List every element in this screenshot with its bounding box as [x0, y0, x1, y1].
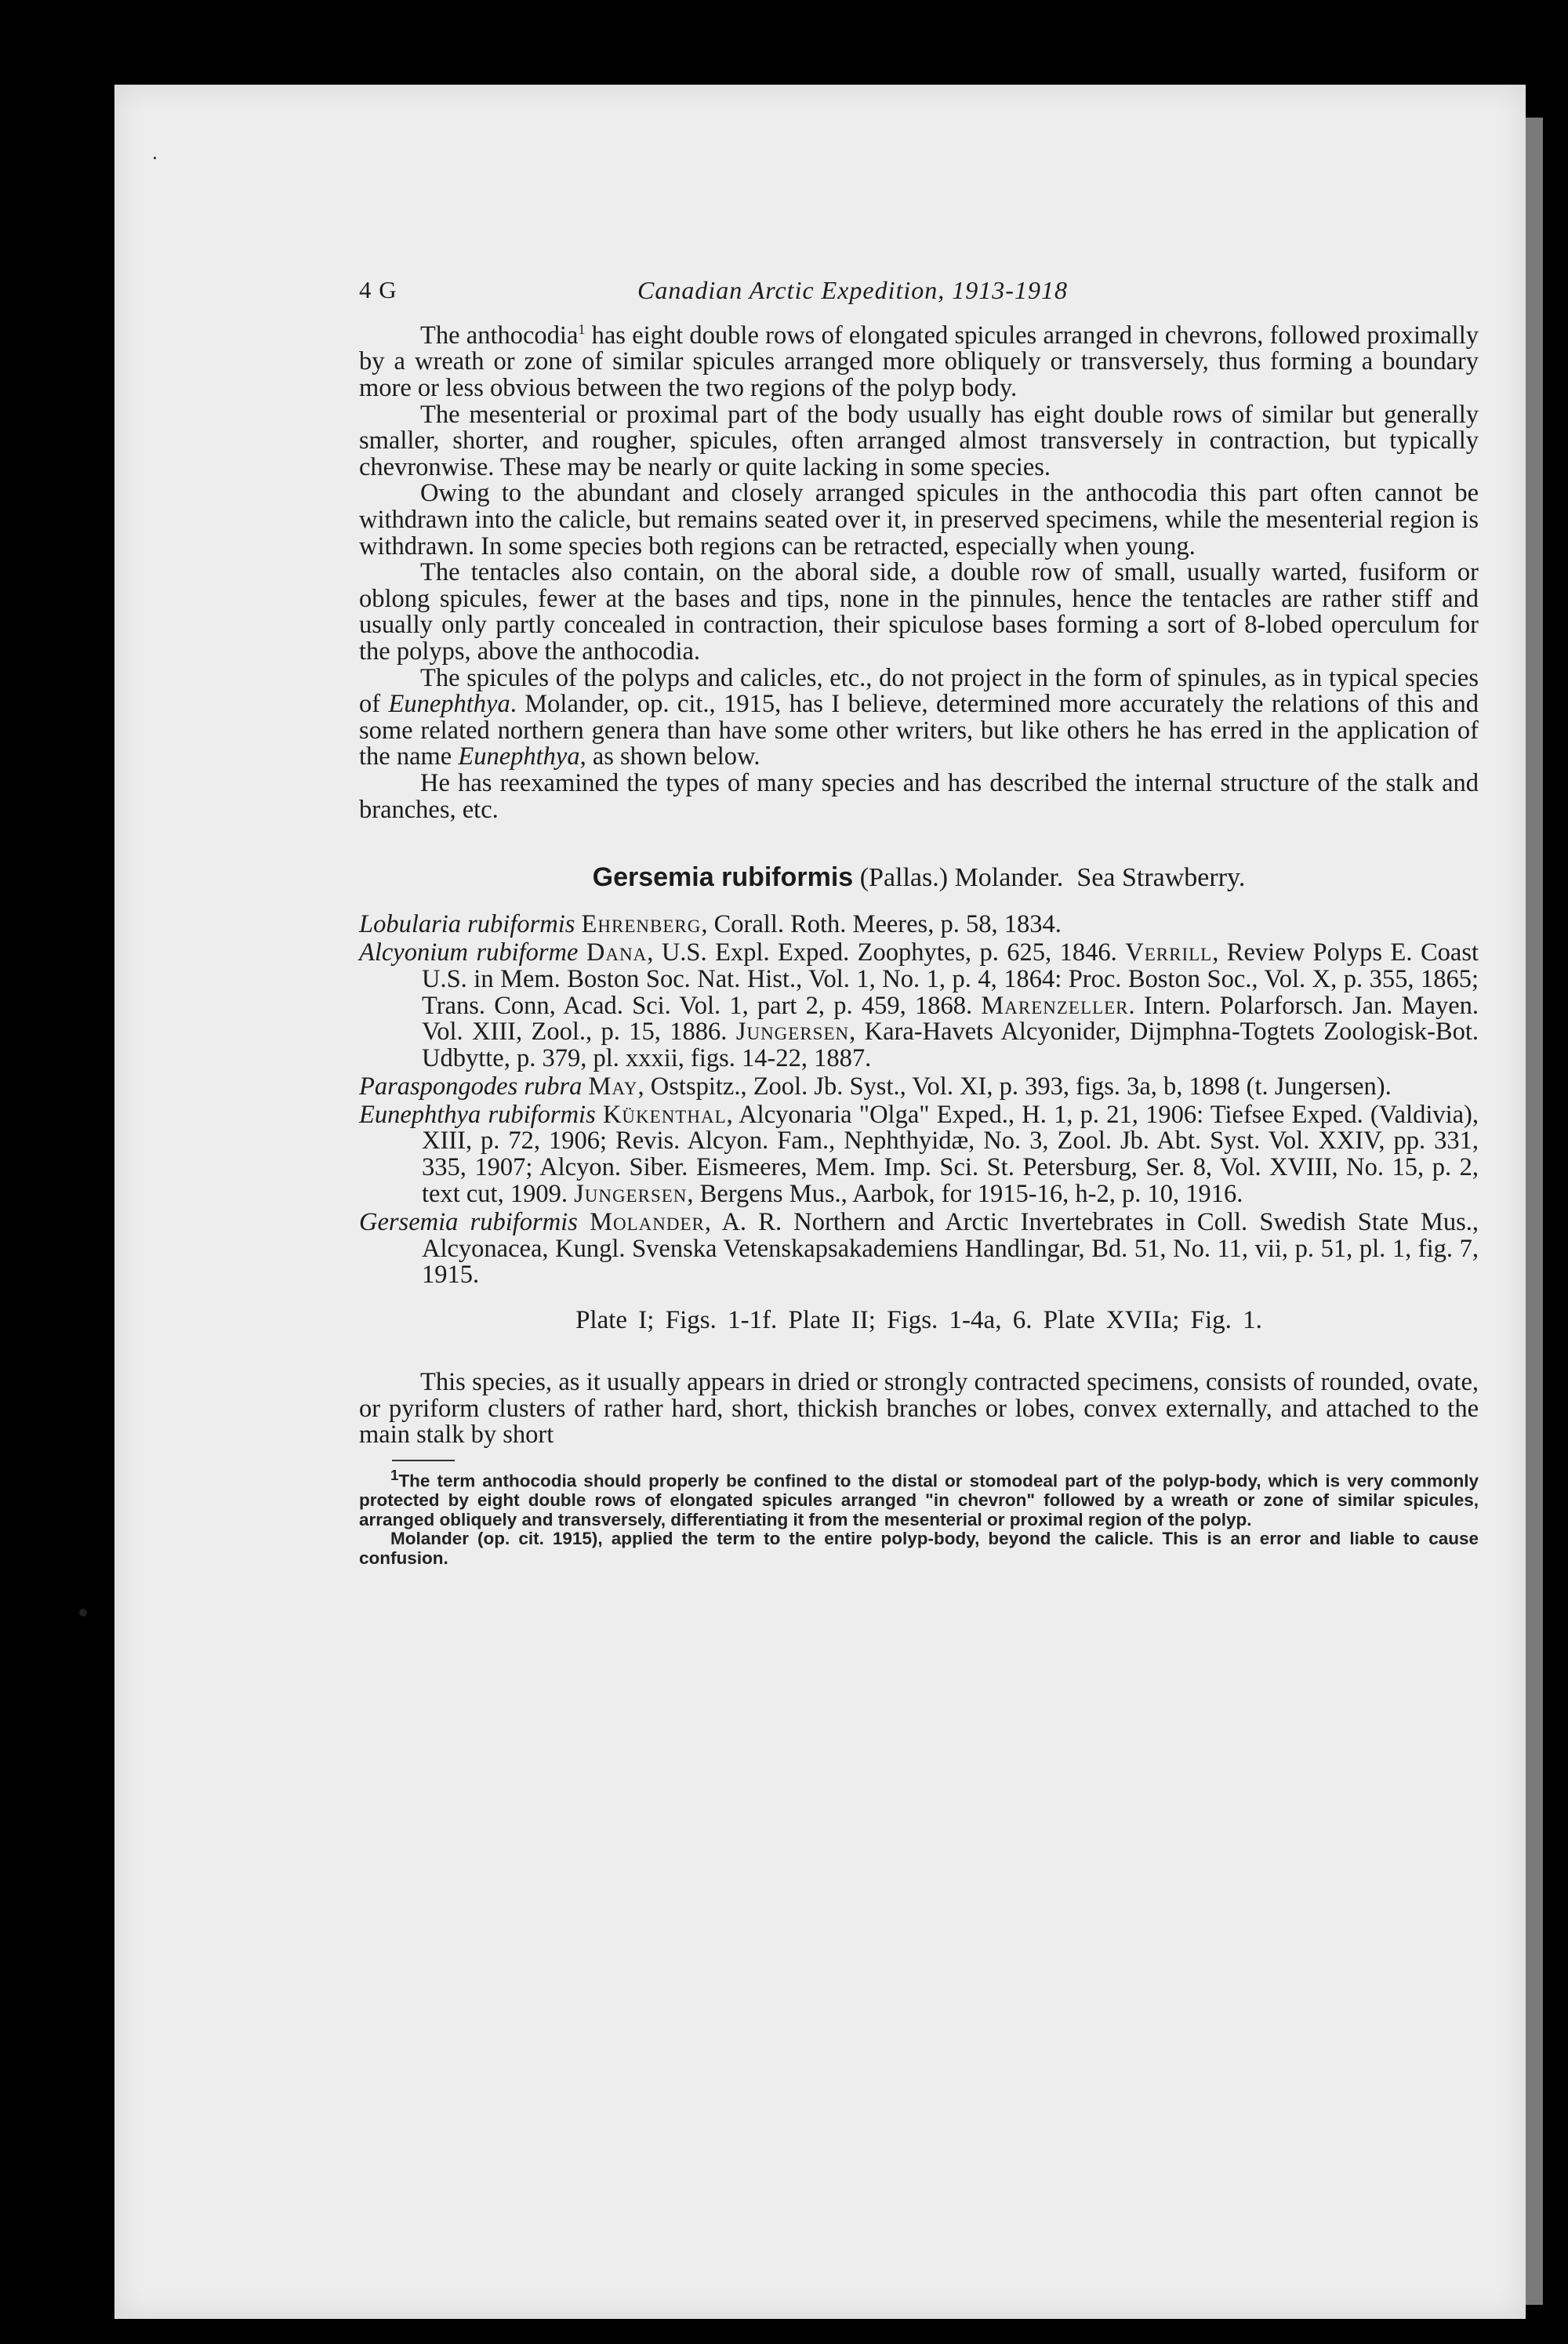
footnote-2: Molander (op. cit. 1915), applied the term to the entire polyp-body, beyond the calicle. This is an error and liable to cause confusion.: [359, 1529, 1479, 1568]
page-content: [359, 273, 1479, 1568]
footnote-rule: [392, 1460, 455, 1461]
footnote-1: [359, 1466, 1479, 1529]
speck-mark: [154, 157, 156, 159]
page-edge: [1526, 118, 1543, 2305]
speck-mark: [79, 1609, 87, 1616]
footnote-marker: 1: [578, 321, 586, 337]
text-run: has eight double rows of elongated spicules arranged in chevrons, followed proximally by a wreath or zone of similar spicules arranged more obliquely or transversely, thus forming a boundary more or less obvious between the two regions of the polyp body.: [359, 321, 1479, 403]
synonymy-entry: [359, 912, 1479, 938]
synonym-taxon: Lobularia rubiformis: [359, 910, 575, 939]
citation-text: , Kara-Havets Alcyonider, Dijmphna-Togtets Zoologisk-Bot. Udbytte, p. 379, pl. xxxii, figs. 14-22, 1887.: [422, 1018, 1479, 1073]
genus-name: Eunephthya: [458, 742, 580, 771]
species-authority: (Pallas.) Molander.: [853, 863, 1064, 893]
citation-author: Kükenthal: [602, 1100, 727, 1129]
footnote-marker: 1: [390, 1467, 399, 1484]
synonymy-entry: [359, 1207, 1479, 1290]
footnote-text: The term anthocodia should properly be confined to the distal or stomodeal part of the polyp-body, which is very commonly protected by eight double rows of elongated spicules arranged "in chevron" followed by a wreath or zone of similar spicules, arranged obliquely and transversely, differentiating it from the mesenterial or proximal region of the polyp.: [359, 1471, 1479, 1529]
citation-text: , A. R. Northern and Arctic Invertebrates in Coll. Swedish State Mus., Alcyonacea, Kungl. Svenska Vetenskapsakademiens Handlingar, Bd. 51, No. 11, vii, p. 51, pl. 1, fig. 7, 1915.: [422, 1207, 1479, 1290]
plates-reference: Plate I; Figs. 1-1f. Plate II; Figs. 1-4a, 6. Plate XVIIa; Fig. 1.: [575, 1306, 1262, 1335]
citation-author: Jungersen: [735, 1018, 850, 1047]
paragraph-mesenterial: The mesenterial or proximal part of the body usually has eight double rows of similar but generally smaller, shorter, and rougher, spicules, often arranged almost transversely in contraction, but typically chevronwise. These may be nearly or quite lacking in some species.: [359, 400, 1479, 481]
text-run: . Molander, op. cit., 1915, has I believe, determined more accurately the relations of this and some related northern genera than have some other writers, but like others he has erred in the application of the name: [359, 690, 1479, 771]
citation-author: May: [588, 1072, 638, 1101]
species-name: Gersemia rubiformis: [592, 862, 854, 893]
synonym-taxon: Gersemia rubiformis: [359, 1207, 578, 1236]
synonymy-entry: [359, 940, 1479, 1072]
genus-name: Eunephthya: [388, 690, 510, 719]
paragraph-tentacles: The tentacles also contain, on the aboral side, a double row of small, usually warted, fusiform or oblong spicules, fewer at the bases and tips, none in the pinnules, hence the tentacles are rather stiff and usually only partly concealed in contraction, their spiculose bases forming a sort of 8-lobed operculum for the polyps, above the anthocodia.: [359, 558, 1479, 666]
running-head: [359, 273, 1479, 310]
paragraph-anthocodia: [359, 317, 1479, 402]
paragraph-description: This species, as it usually appears in dried or strongly contracted specimens, consists of rounded, ovate, or pyriform clusters of rather hard, short, thickish branches or lobes, convex externally, and attached to the main stalk by short: [359, 1368, 1479, 1450]
citation-text: , Alcyonaria "Olga" Exped., H. 1, p. 21, 1906: Tiefsee Exped. (Valdivia), XIII, p. 72, 1906; Revis. Alcyon. Fam., Nephthyidæ, No. 3, Zool. Jb. Abt. Syst. Vol. XXIV, pp. 331, 335, 1907; Alcyon. Siber. Eismeeres, Mem. Imp. Sci. St. Petersburg, Ser. 8, Vol. XVIII, No. 15, p. 2, text cut, 1909.: [422, 1100, 1479, 1209]
running-title: Canadian Arctic Expedition, 1913-1918: [637, 276, 1068, 304]
citation-text: . Intern. Polarforsch. Jan. Mayen. Vol. XIII, Zool., p. 15, 1886.: [422, 991, 1479, 1047]
citation-text: , Bergens Mus., Aarbok, for 1915-16, h-2, p. 10, 1916.: [687, 1180, 1243, 1209]
citation-author: Molander: [590, 1207, 705, 1236]
synonym-taxon: Paraspongodes rubra: [359, 1072, 583, 1101]
citation-author: Marenzeller: [981, 991, 1129, 1020]
paragraph-molander: [359, 663, 1479, 771]
synonymy-list: [359, 912, 1479, 1289]
common-name: Sea Strawberry.: [1076, 863, 1246, 893]
paragraph-spicules: Owing to the abundant and closely arranged spicules in the anthocodia this part often cannot be withdrawn into the calicle, but remains seated over it, in preserved specimens, while the mesenterial region is withdrawn. In some species both regions can be retracted, especially when young.: [359, 479, 1479, 561]
page-number: 4 G: [359, 276, 397, 303]
citation-text: , Review Polyps E. Coast U.S. in Mem. Boston Soc. Nat. Hist., Vol. 1, No. 1, p. 4, 1864: Proc. Boston Soc., Vol. X, p. 355, 1865; Trans. Conn, Acad. Sci. Vol. 1, part 2, p. 459, 1868.: [422, 938, 1479, 1020]
text-run: The anthocodia: [420, 321, 579, 350]
citation-author: Verrill: [1125, 938, 1213, 967]
citation-author: Dana: [586, 938, 648, 967]
synonym-taxon: Alcyonium rubiforme: [359, 938, 579, 967]
citation-text: , Corall. Roth. Meeres, p. 58, 1834.: [701, 910, 1062, 939]
species-heading: [359, 862, 1479, 893]
paragraph-types: He has reexamined the types of many species and has described the internal structure of the stalk and branches, etc.: [359, 768, 1479, 824]
citation-author: Jungersen: [574, 1180, 688, 1209]
citation-text: , U.S. Expl. Exped. Zoophytes, p. 625, 1846.: [647, 938, 1126, 967]
citation-author: Ehrenberg: [581, 910, 702, 939]
synonymy-entry: [359, 1102, 1479, 1208]
synonymy-entry: [359, 1074, 1479, 1101]
citation-text: , Ostspitz., Zool. Jb. Syst., Vol. XI, p. 393, figs. 3a, b, 1898 (t. Jungersen).: [637, 1072, 1392, 1101]
text-run: The spicules of the polyps and calicles, etc., do not project in the form of spinules, as in typical species of: [359, 663, 1479, 719]
synonym-taxon: Eunephthya rubiformis: [359, 1100, 596, 1129]
text-run: , as shown below.: [579, 742, 760, 771]
